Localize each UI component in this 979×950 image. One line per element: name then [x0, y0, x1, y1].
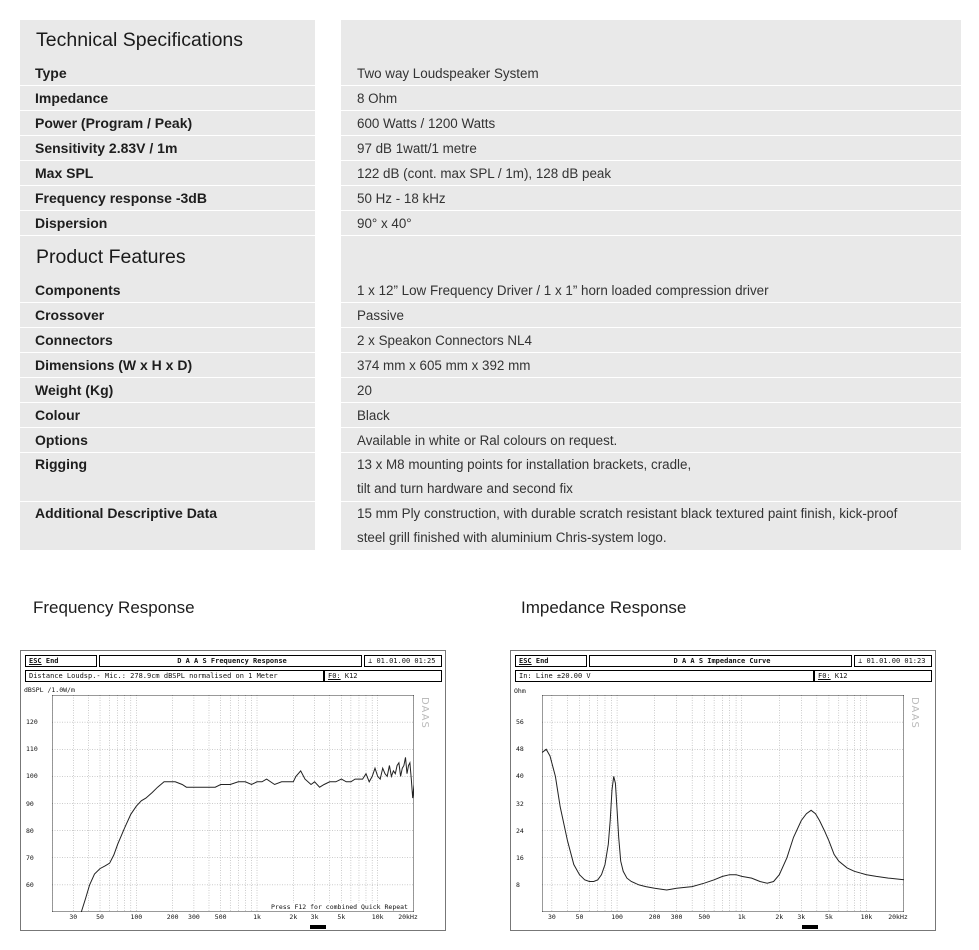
tech-spec-label: Impedance: [20, 86, 315, 110]
feature-label: Crossover: [20, 303, 315, 327]
esc-end-box: [25, 655, 97, 667]
tech-spec-label: Frequency response -3dB: [20, 186, 315, 210]
x-tick-label: 100: [130, 913, 143, 921]
y-tick-label: 56: [516, 718, 524, 727]
x-tick-label: 5k: [825, 913, 833, 921]
x-tick-label: 20kHz: [888, 913, 908, 921]
file-name: K12: [344, 672, 358, 680]
tech-spec-row: [20, 136, 961, 161]
tech-spec-rows: [20, 61, 961, 236]
chart-footer-note: Press F12 for combined Quick Repeat: [271, 903, 408, 911]
y-tick-label: 40: [516, 772, 524, 781]
position-marker: [310, 925, 326, 929]
y-tick-label: 60: [26, 880, 34, 889]
feature-label: Options: [20, 428, 315, 452]
feature-label: Dimensions (W x H x D): [20, 353, 315, 377]
y-tick-label: 16: [516, 853, 524, 862]
x-tick-label: 100: [611, 913, 623, 921]
tech-spec-label: Max SPL: [20, 161, 315, 185]
x-tick-label: 1k: [253, 913, 261, 921]
x-tick-label: 200: [648, 913, 661, 921]
x-tick-label: 20kHz: [398, 913, 418, 921]
y-tick-label: 24: [516, 826, 524, 835]
x-tick-label: 500: [698, 913, 711, 921]
end-label: End: [535, 657, 549, 665]
feature-value-line: 13 x M8 mounting points for installation brackets, cradle,: [357, 457, 692, 472]
tech-spec-label: Sensitivity 2.83V / 1m: [20, 136, 315, 160]
feature-row: [20, 378, 961, 403]
tech-spec-header-row: [20, 20, 961, 61]
feature-value: Passive: [341, 303, 961, 327]
impedance-response-chart: [510, 650, 936, 931]
date-text: 01.01.00 01:23: [866, 657, 926, 665]
file-icon: F0:: [818, 672, 831, 680]
response-curve: [81, 757, 414, 912]
tech-spec-value: 97 dB 1watt/1 metre: [341, 136, 961, 160]
feature-row: [20, 403, 961, 428]
x-tick-label: 10k: [860, 913, 873, 921]
x-tick-label: 3k: [797, 913, 806, 921]
clock-icon: ⊥: [858, 657, 867, 665]
x-tick-label: 2k: [775, 913, 784, 921]
x-tick-label: 30: [69, 913, 78, 921]
response-curve: [542, 749, 904, 890]
feature-label: Rigging: [20, 453, 315, 501]
features-header-row: [20, 236, 961, 278]
chart-file-box: [814, 670, 932, 682]
tech-spec-row: [20, 161, 961, 186]
feature-row: [20, 328, 961, 353]
x-tick-label: 300: [188, 913, 200, 921]
plot-area: [52, 695, 414, 912]
feature-label: Connectors: [20, 328, 315, 352]
y-tick-label: 90: [26, 799, 34, 808]
tech-spec-row: [20, 61, 961, 86]
y-tick-label: 120: [26, 718, 38, 727]
features-rows: [20, 278, 961, 551]
chart-header-title: D A A S Impedance Curve: [589, 655, 852, 667]
tech-spec-row: [20, 111, 961, 136]
feature-row: [20, 278, 961, 303]
feature-value-line: steel grill finished with aluminium Chris-system logo.: [357, 530, 667, 545]
tech-spec-value: 90° x 40°: [341, 211, 961, 235]
y-tick-label: 100: [26, 772, 38, 781]
frequency-response-chart: [20, 650, 446, 931]
esc-key-label: ESC: [29, 657, 42, 665]
feature-label: Components: [20, 278, 315, 302]
feature-value: 2 x Speakon Connectors NL4: [341, 328, 961, 352]
impedance-response-title: Impedance Response: [521, 598, 687, 617]
file-name: K12: [834, 672, 848, 680]
x-tick-label: 30: [547, 913, 556, 921]
feature-value: Available in white or Ral colours on request.: [341, 428, 961, 452]
y-tick-label: 32: [516, 799, 524, 808]
tech-spec-label: Dispersion: [20, 211, 315, 235]
grid: [52, 695, 414, 912]
y-axis-label: dBSPL /1.0W/m: [24, 686, 75, 694]
feature-row: [20, 428, 961, 453]
feature-value: 374 mm x 605 mm x 392 mm: [341, 353, 961, 377]
feature-row: [20, 353, 961, 378]
tech-spec-value: 600 Watts / 1200 Watts: [341, 111, 961, 135]
feature-value: 20: [341, 378, 961, 402]
features-heading: Product Features: [20, 236, 315, 278]
esc-key-label: ESC: [519, 657, 532, 665]
feature-value-line: tilt and turn hardware and second fix: [357, 481, 573, 496]
tech-spec-row: [20, 211, 961, 236]
y-axis-label: Ohm: [514, 687, 526, 695]
feature-value: [341, 453, 961, 501]
feature-label: Colour: [20, 403, 315, 427]
x-tick-label: 1k: [737, 913, 746, 921]
frequency-response-title: Frequency Response: [33, 598, 195, 617]
y-tick-label: 110: [26, 745, 38, 754]
tech-spec-value: 50 Hz - 18 kHz: [341, 186, 961, 210]
feature-label: Additional Descriptive Data: [20, 502, 315, 550]
chart-header-date: [854, 655, 932, 667]
x-tick-label: 10k: [371, 913, 384, 921]
feature-value: [341, 502, 961, 550]
x-tick-label: 50: [575, 913, 584, 921]
feature-row: [20, 453, 961, 502]
x-tick-label: 50: [96, 913, 104, 921]
x-tick-label: 500: [214, 913, 227, 921]
x-tick-label: 5k: [337, 913, 346, 921]
spec-table: [20, 20, 961, 551]
chart-file-box: [324, 670, 442, 682]
date-text: 01.01.00 01:25: [376, 657, 436, 665]
clock-icon: ⊥: [368, 657, 377, 665]
y-tick-label: 80: [26, 826, 34, 835]
feature-row: [20, 303, 961, 328]
feature-value: 1 x 12” Low Frequency Driver / 1 x 1” horn loaded compression driver: [341, 278, 961, 302]
x-tick-label: 200: [166, 913, 179, 921]
chart-info: Distance Loudsp.- Mic.: 278.9cm dBSPL normalised on 1 Meter: [25, 670, 324, 682]
tech-spec-heading: Technical Specifications: [20, 20, 315, 61]
esc-end-box: [515, 655, 587, 667]
grid: [542, 695, 904, 912]
y-tick-label: 48: [516, 745, 524, 754]
x-tick-label: 3k: [310, 913, 319, 921]
feature-value: Black: [341, 403, 961, 427]
x-tick-label: 300: [670, 913, 683, 921]
chart-header-title: D A A S Frequency Response: [99, 655, 362, 667]
tech-spec-row: [20, 86, 961, 111]
feature-value-line: 15 mm Ply construction, with durable scratch resistant black textured paint finish, kick-proof: [357, 506, 898, 521]
position-marker: [802, 925, 818, 929]
end-label: End: [45, 657, 59, 665]
y-tick-label: 8: [516, 880, 520, 889]
chart-header-date: [364, 655, 442, 667]
x-tick-label: 2k: [289, 913, 298, 921]
plot-area: [542, 695, 904, 912]
tech-spec-row: [20, 186, 961, 211]
feature-row: [20, 502, 961, 551]
file-icon: F0:: [328, 672, 341, 680]
tech-spec-label: Power (Program / Peak): [20, 111, 315, 135]
tech-spec-label: Type: [20, 61, 315, 85]
tech-spec-value: 8 Ohm: [341, 86, 961, 110]
y-tick-label: 70: [26, 853, 34, 862]
daas-watermark: DAAS: [909, 697, 920, 729]
chart-info: In: Line ±20.00 V: [515, 670, 814, 682]
tech-spec-value: Two way Loudspeaker System: [341, 61, 961, 85]
feature-label: Weight (Kg): [20, 378, 315, 402]
tech-spec-value: 122 dB (cont. max SPL / 1m), 128 dB peak: [341, 161, 961, 185]
daas-watermark: DAAS: [419, 697, 430, 729]
